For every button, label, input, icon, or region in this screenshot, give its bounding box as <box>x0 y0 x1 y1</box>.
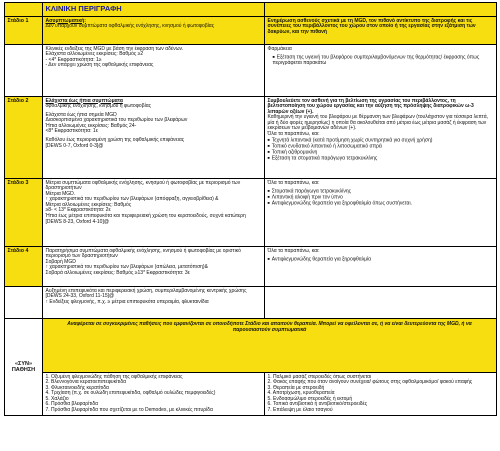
stage-3-also: Όλα τα παραπάνω, και: <box>267 179 320 186</box>
stage-1-row-a <box>5 17 497 45</box>
footer-left-item: 2. Βλεννογόνια κερατοεπιπεφυκίτιδα <box>45 379 127 386</box>
stage-4-row-b <box>5 287 497 319</box>
stage-4-left <box>43 247 265 287</box>
stage-4-sign: Σοβαρή MGD <box>45 258 76 265</box>
footer-right-item: 1. Παλμικό μασάζ στεροειδές όπως συστήνεται <box>267 373 372 380</box>
stage-4b-left <box>43 287 265 319</box>
clinical-table <box>4 2 497 416</box>
stage-1-sym-text: Δεν υπάρχουν συμπτώματα οφθαλμικής ενόχλησης, κνησμού ή φωτοφοβίας <box>45 23 215 30</box>
footer-left-item: 4. Τριχίαση (π.χ. σε ουλώδη επιπεφυκίτιδα, οφθαλμό ουλώδες πεμφιγοειδές) <box>45 390 216 397</box>
stage-2-right <box>265 97 497 179</box>
stage-2-sign-extra: Καθόλου έως περιορισμένη χρώση της οφθαλμικής επιφάνειας <box>45 137 185 144</box>
footer-left-item: 7. Πρόσθια βλεφαρίτιδα που σχετίζεται με το Demodex, με κλινικές πιτυρίδα <box>45 407 213 414</box>
stage-2-intro: Συμβουλεύετε τον ασθενή για τη βελτίωση της υγρασίας του περιβάλλοντος, τη βελτιστοποίηση του χώρου εργασίας και την αύξηση της πρόσληψης διατροφικών ω-3 λιπαρών οξέων (+). <box>267 97 474 115</box>
stage-2-sign-extra: [DEWS 0-7, Oxford 0-3]@ <box>45 142 104 149</box>
stage-3-sign: Μέτρια αλλοιωμένες εκκρίσεις: Βαθμός <box>45 201 132 208</box>
stage-3-treat-item: ■ Στοματικά παράγωγα τετρακυκλίνης <box>268 189 494 195</box>
stage-1-sign: Ελάχιστα αλλοιωμένες εκκρίσεις: Βαθμός ≥2 <box>45 51 144 58</box>
stage-4b-sign: [DEWS 24-33, Oxford 11-15]@ <box>45 293 115 300</box>
stage-1-label: Στάδιο 1 <box>5 17 43 45</box>
footer-right-list <box>265 373 497 416</box>
stage-1-symptoms <box>43 17 265 45</box>
stage-4-treat-item: ■ Αντιφλεγμονώδης θεραπεία για ξηροφθαλμία <box>268 257 494 263</box>
stage-2-sign: Διασκορπισμένα χαρακτηριστικά του περιθωρίου των βλεφάρων <box>45 117 188 124</box>
stage-2-intro2: Καθημερινή την υγιεινή του βλεφάρου με θέρμανση των βλεφάρων (τουλάχιστον για τέσσερα λεπτά, μία ή δύο φορές ημερησίως) η οποία θα ακολουθείται από μέτρια έως μέτρια μασάζ ή έκφραση των εκκρίσεων των μεϊβομιανών αδένων (+). <box>267 114 488 132</box>
footer-right-item: 4. Αποτρίχωση, κρυοθεραπεία <box>267 390 335 397</box>
stage-2-sym-title: Ελάχιστα έως ήπια συμπτώματα <box>45 97 123 104</box>
stage-3-row <box>5 179 497 247</box>
stage-4-right <box>265 247 497 287</box>
footer-right-item: 7. Επάλειψη με έλαιο τσαγιού <box>267 407 333 414</box>
stage-2-label: Στάδιο 2 <box>5 97 43 179</box>
stage-1-treat-title: Φαρμάκεια <box>267 45 292 52</box>
stage-1-intro <box>265 17 497 45</box>
stage-3-treat-item: ■ Αντιφλεγμονώδης θεραπεία για ξηροφθαλμία όπως συστήνεται. <box>268 201 494 207</box>
footer-left-item: 3. Φλυκταινοειδής κερατίτιδα <box>45 384 109 391</box>
stage-1-sign: - <4* Εκφραστικότητα: 1≥ <box>45 56 102 63</box>
stage-3-left <box>43 179 265 247</box>
stage-1-treat-item: ■ Εξέταση της υγιεινή του βλεφάρου συμπεριλαμβανόμενων της θερμότητας/ έκφρασης όπως περιγράφεται παρακάτω <box>268 55 494 67</box>
stage-1-intro-text: Ενημέρωση ασθενούς σχετικά με τη MGD, τον πιθανό αντίκτυπο της διατροφής και τις συνέπειες του περιβάλλοντος του χώρου στον οποίο ή της εργασίας στην εξάτμιση των δακρύων, και την πιθανή <box>267 17 476 35</box>
stage-2-sign: Ήπια αλλοιωμένες εκκρίσεις: Βαθμός 24- <box>45 122 137 129</box>
stage-2-row <box>5 97 497 179</box>
stage-3-sign: ↑ χαρακτηριστικά του περιθωρίου των βλεφάρων (απόφραξη, αγγειοβρίθεια) & <box>45 196 219 203</box>
stage-3-sign: ≥8- < 13* Εκφραστικότητα: 2ε <box>45 207 111 214</box>
footer-left-list <box>43 373 265 416</box>
syn-label: «ΣΥΝ» ΠΑΘΗΣΗ <box>5 319 43 416</box>
footer-note: Αναφέρεται σε συγκεκριμένες παθήσεις που εμφανίζονται σε οποιοδήποτε Στάδιο και απαιτούν θεραπεία. Μπορεί να οφείλονται σε, ή να είναι δευτερεύοντα της MGD, ή να παρουσιαστούν συμπτωματικά <box>43 319 497 373</box>
stage-1-spacer <box>5 45 43 97</box>
stage-3-treat-item: ■ Λιπαντική αλοιφή πριν τον ύπνο <box>268 195 494 201</box>
stage-1-sign: - Δεν υπάρχει χρώση της οφθαλμικής επιφάνειας <box>45 62 154 69</box>
stage-3-sign: Μέτρια MGD. <box>45 190 76 197</box>
footer-left-item: 1. Οξυμένη φλεγμονώδης πάθηση της οφθαλμικής επιφάνειας <box>45 373 183 380</box>
stage-4b-sign: ↑ Ενδείξεις φλεγμονής, π.χ. ≥ μέτρια επιπεφυκότα υπεραιμία, φλυκταινίδια <box>45 298 209 305</box>
header-empty-cell <box>5 3 43 17</box>
footer-right-item: 3. Θεραπεία με στεροειδή <box>267 384 325 391</box>
stage-1-sign: Κλινικές ενδείξεις της MGD με βάση την έκφραση των αδένων. <box>45 45 184 52</box>
footer-list-row <box>5 373 497 416</box>
header-title-cell <box>43 3 265 17</box>
stage-4-label: Στάδιο 4 <box>5 247 43 287</box>
stage-2-sign: <8* Εκφραστικότητα: 1ε <box>45 128 98 135</box>
stage-1-treatment <box>265 45 497 97</box>
stage-3-sym-title: Μέτρια συμπτώματα οφθαλμικής ενόχλησης, κνησμού ή φωτοφοβίας με περιορισμό των δραστηριοτήτων <box>45 179 241 192</box>
stage-4b-right <box>265 287 497 319</box>
stage-3-sign: Ήπια έως μέτρια επιπεφυκότα και περιφερειακή χρώση του κερατοειδούς, συχνά κατώτερη [DEWS 8-23, Oxford 4-10]@ <box>45 213 246 225</box>
footer-right-item: 2. Φακός επαφής που όταν ανοίγουν συνέχεια/ φώτους στης οφθαλμομικόμο/ φακού επαφής <box>267 379 473 386</box>
stage-3-right <box>265 179 497 247</box>
stage-1-sym-title: Ασυμπτωματική: <box>45 17 86 24</box>
stage-2-treat-item: ■ Τεχνητά λιπαντικά (κατά προτίμηση χωρίς συντηρητικά για συχνή χρήση) <box>268 138 494 144</box>
table-header-row <box>5 3 497 17</box>
stage-2-also: Όλα τα παραπάνω, και: <box>267 131 320 138</box>
stage-3-label: Στάδιο 3 <box>5 179 43 247</box>
footer-right-item: 6. Τοπικά αντιβιοτικά ή αντιβιοτικό/στεροειδές <box>267 401 368 408</box>
stage-2-treat-item: ■ Εξέταση τα στοματικά παράγωγα τετρακυκλίνης <box>268 156 494 162</box>
footer-right-item: 5. Ενδοασμώλιμο στεροειδές ή εκτομή <box>267 395 353 402</box>
stage-4b-spacer <box>5 287 43 319</box>
stage-2-treat-item: ■ Τοπική αζιθρομυκίνη <box>268 150 494 156</box>
stage-4-row <box>5 247 497 287</box>
footer-row <box>5 319 497 373</box>
stage-4-sign: ↑ χαρακτηριστικά του περιθωρίου των βλεφάρων (απώλεια, μετατόπιση)& <box>45 264 208 271</box>
stage-4-also: Όλα τα παραπάνω, και: <box>267 247 320 254</box>
footer-left-item: 5. Χαλάζιο <box>45 395 69 402</box>
stage-1-row-b <box>5 45 497 97</box>
stage-2-sym-text: οφθαλμικής ενόχλησης, κνησμού ή φωτοφοβίας <box>45 103 151 110</box>
stage-4b-sign: Αυξημένη επιπεφυκότα και περιφερειακή χρώση, συμπεριλαμβανομένης κεντρικής χρώσης <box>45 287 247 294</box>
header-right-cell <box>265 3 497 17</box>
stage-2-treat-item: ■ Τοπικό ενυδατικό λιπαντικό ή λιποσωματικό σπρέι <box>268 144 494 150</box>
stage-4-sign: Σοβαρά αλλοιωμένες εκκρίσεις: Βαθμός ≥13* Εκφραστικότητα: 3ε <box>45 269 190 276</box>
stage-2-left <box>43 97 265 179</box>
footer-left-item: 6. Πρόσθια βλεφαρίτιδα <box>45 401 99 408</box>
table-title: ΚΛΙΝΙΚΗ ΠΕΡΙΓΡΑΦΗ <box>45 3 122 13</box>
stage-4-sym-title: Παρατηρήσιμα συμπτώματα οφθαλμικής ενόχλησης, κνησμού ή φωτοφοβίας με οριστικό περιορισμό των δραστηριοτήτων <box>45 247 241 260</box>
stage-1-signs <box>43 45 265 97</box>
stage-2-sign: Ελάχιστα έως ήπια σημεία MGD <box>45 111 117 118</box>
